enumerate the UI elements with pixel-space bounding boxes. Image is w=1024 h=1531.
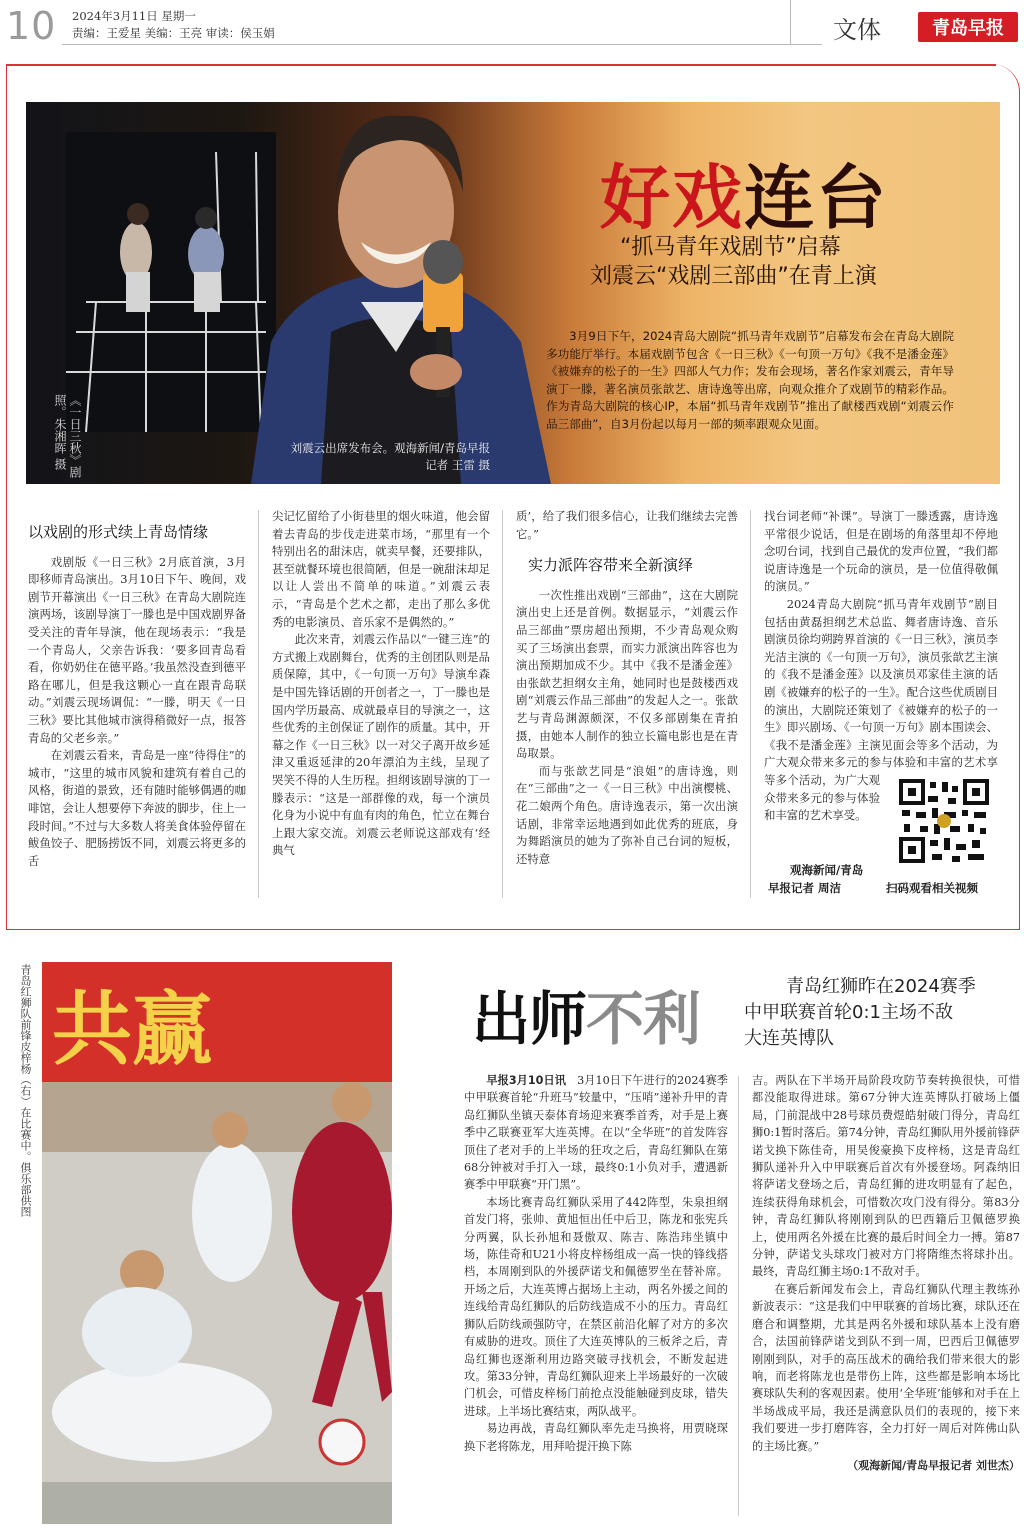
story2-byline: （观海新闻/青岛早报记者 刘世杰） bbox=[847, 1458, 1020, 1472]
stage-photo-caption: 《一日三秋》剧照。朱湘晖 摄 bbox=[53, 394, 82, 478]
story2-column-1 bbox=[464, 1072, 728, 1455]
paragraph: 一次性推出戏剧“三部曲”，这在大剧院演出史上还是首例。数据显示，“刘震云作品三部曲”票房超出预期，不少青岛观众购买了三场演出套票，而实力派演出阵容也为演出预期加成不少。其中《我不是潘金莲》由张歆艺担纲女主角，她同时也是鼓楼西戏剧“刘震云作品三部曲”的发起人之一。张歆艺与青岛渊源颇深，不仅多部剧集在青拍摄，由她本人制作的独立长篇电影也是在青岛取景。 bbox=[516, 587, 738, 761]
story2-title-part-b: 不利 bbox=[586, 985, 701, 1053]
paragraph: 吉。两队在下半场开局阶段攻防节奏转换很快，可惜都没能取得进球。第67分钟大连英博队打破场上僵局，门前混战中28号球员费煜皓射破门得分，青岛红狮0:1暂时落后。第74分钟，青岛红狮队用外援前锋萨诺戈换下陈佳奇，用吴俊豪换下皮梓杨，这是青岛红狮队递补升入中甲联赛后首次有外援登场。阿森纳旧将萨诺戈登场之后，青岛红狮的进攻明显有了起色，连续获得角球机会，可惜数次攻门没有得分。第83分钟，青岛红狮队将刚刚到队的巴西籍后卫佩德罗换上，使用两名外援在比赛的最后时间全力一搏。第87分钟，萨诺戈头球攻门被对方门将隋维杰将球扑出。最终，青岛红狮主场0:1不敌对手。 bbox=[752, 1074, 1020, 1279]
story2-subtitle-1: 青岛红狮昨在2024赛季 bbox=[786, 976, 976, 997]
paragraph: 而与张歆艺同是“浪姐”的唐诗逸，则在“三部曲”之一《一日三秋》中出演樱桃、花二娘两个角色。唐诗逸表示，第一次出演话剧，非常幸运地遇到如此优秀的班底，身为舞蹈演员的她为了弥补自己台词的短板，还特意 bbox=[516, 763, 738, 866]
qr-code-icon[interactable] bbox=[898, 778, 990, 864]
story-lead: 3月9日下午，2024青岛大剧院“抓马青年戏剧节”启幕发布会在青岛大剧院多功能厅举行。本届戏剧节包含《一日三秋》《一句顶一万句》《我不是潘金莲》《被嫌弃的松子的一生》四部人气力作；发布会现场，著名作家刘震云，青年导演丁一滕，著名演员张歆艺、唐诗逸等出席，向观众推介了戏剧节的精彩作品。作为青岛大剧院的核心IP，本届“抓马青年戏剧节”推出了献楼西戏剧“刘震云作品三部曲”，自3月份起以每月一部的频率跟观众见面。 bbox=[546, 329, 954, 431]
column-1 bbox=[28, 504, 246, 870]
paragraph: 尖记忆留给了小街巷里的烟火味道，他会留着去青岛的步伐走进菜市场，“那里有一个特别出名的甜沫店，就卖早餐，还要排队，甚至就餐环境也很简陋，但是一碗甜沫却足以让人尝出不简单的味道。”刘震云表示，“青岛是个艺术之都，走出了那么多优秀的电影演员、音乐家不是偶然的。” bbox=[272, 509, 490, 629]
story-subtitle-1: “抓马青年戏剧节”启幕 bbox=[620, 235, 841, 260]
paragraph: 在赛后新闻发布会上，青岛红狮队代理主教练孙新波表示：“这是我们中甲联赛的首场比赛，球队还在磨合和调整期，尤其是两名外援和球队基本上没有磨合，法国前锋萨诺戈到队不到一周，巴西后卫佩德罗刚刚到队，对手的高压战术的确给我们带来很大的影响，而老将陈龙也是带伤上阵，这些都是影响本场比赛球队失利的客观因素。使用‘全华班’能够和对手在上半场战成平局，我还是满意队员们的表现的，接下来我们要进一步打磨阵容，全力打好一周后对阵佛山队的主场比赛。” bbox=[752, 1282, 1020, 1453]
paragraph: 易边再战，青岛红狮队率先走马换将，用贾晓琛换下老将陈龙，用拜哈提汗换下陈 bbox=[464, 1422, 728, 1453]
story2-title-part-a: 出师 bbox=[472, 985, 587, 1053]
column-4 bbox=[764, 508, 998, 772]
photo-caption: 青岛红狮队前锋皮梓杨（右）在比赛中。俱乐部供图 bbox=[19, 964, 32, 1217]
man-portrait bbox=[231, 102, 561, 484]
header-rule bbox=[62, 44, 822, 45]
story2-column-2 bbox=[752, 1072, 1020, 1474]
paragraph: 找台词老师“补课”。导演丁一滕透露，唐诗逸平常很少说话，但是在剧场的角落里却不停地念叨台词，找到自己最优的发声位置，“我们都说唐诗逸是一个玩命的演员，是一位值得敬佩的演员。” bbox=[764, 509, 998, 594]
paragraph-tail: 等多个活动，为广大观众带来多元的参与体验和丰富的艺术享受。 bbox=[764, 773, 880, 823]
paragraph: 本场比赛青岛红狮队采用了442阵型，朱泉担纲首发门将，张帅、黄旭恒出任中后卫，陈龙和张宪兵分两翼，队长孙旭和聂傲双、陈吉、陈浩玮坐镇中场，陈佳奇和U21小将皮梓杨组成一高一快的锋线搭档，本周刚到队的外援萨诺戈和佩德罗坐在替补席。开场之后，大连英博占据场上主动，两名外援之间的连线给青岛红狮队的后防线造成不小的压力。青岛红狮队后防线顽强防守，在禁区前沿化解了对方的多次有威胁的进攻。顶住了大连英博队的三板斧之后，青岛红狮也逐渐利用边路突破寻找机会，不断发起进攻。第33分钟，青岛红狮队迎来上半场最好的一次破门机会，可惜皮梓杨门前抢点没能触碰到皮球，错失进球。上半场比赛结束，两队战平。 bbox=[464, 1195, 728, 1418]
story-subtitle-2: 刘震云“戏剧三部曲”在青上演 bbox=[590, 264, 877, 289]
issue-date: 2024年3月11日 星期一 bbox=[72, 9, 196, 23]
byline-2: 早报记者 周洁 bbox=[768, 881, 842, 895]
column-divider bbox=[738, 1076, 739, 1516]
frame-top-rule bbox=[6, 64, 996, 66]
paragraph: 在刘震云看来，青岛是一座“待得住”的城市，“这里的城市风貌和建筑有着自己的风格，街道的景致，还有随时能够偶遇的咖啡馆，会让人想要停下奔波的脚步，住上一段时间。”不过与大多数人将美食体验停留在鲅鱼饺子、肥肠捞饭不同，刘震云将更多的舌 bbox=[28, 748, 246, 868]
section-heading: 以戏剧的形式续上青岛情缘 bbox=[28, 523, 209, 541]
story-title bbox=[600, 142, 888, 243]
paragraph: 质’，给了我们很多信心，让我们继续去完善它。” bbox=[516, 509, 738, 541]
column-2 bbox=[272, 508, 490, 860]
paragraph: 此次来青，刘震云作品以“一键三连”的方式搬上戏剧舞台，优秀的主创团队则是品质保障，其中，《一句顶一万句》导演牟森是中国先锋话剧的开创者之一，丁一滕也是国内学历最高、成就最卓目的导演之一，这些优秀的主创保证了剧作的质量。其中，开幕之作《一日三秋》以一对父子离开故乡延津又重返延津的20年漂泊为主线，呈现了哭笑不得的人生历程。担纲该剧导演的丁一滕表示：“这是一部群像的戏，每一个演员化身为小说中有血有肉的角色，忙立在舞台上跟大家交流。刘震云老师说这部戏有‘经典气 bbox=[272, 632, 490, 858]
paragraph: 3月10日下午进行的2024赛季中甲联赛首轮“升班马”较量中，“压哨”递补升甲的青岛红狮队坐镇天泰体育场迎来赛季首秀，对手是上赛季中乙联赛亚军大连英博。在以“全华班”的首发阵容顶住了老对手的上半场的狂攻之后，青岛红狮队在第68分钟被对手打入一球，最终0:1小负对手，遭遇新赛季中甲联赛“开门黑”。 bbox=[464, 1074, 728, 1192]
section-heading: 实力派阵容带来全新演绎 bbox=[528, 556, 694, 575]
column-3 bbox=[516, 508, 738, 868]
column-divider bbox=[502, 510, 503, 898]
byline-1: 观海新闻/青岛 bbox=[790, 863, 864, 877]
story-title-part-b: 连台 bbox=[744, 157, 888, 239]
man-photo-caption: 刘震云出席发布会。观海新闻/青岛早报记者 王雷 摄 bbox=[290, 441, 490, 472]
paragraph: 2024青岛大剧院“抓马青年戏剧节”剧目包括由黄磊担纲艺术总监、舞者唐诗逸、音乐剧演员徐均朔跨界首演的《一日三秋》，演员李光洁主演的《一句顶一万句》，演员张歆艺主演的《我不是潘金莲》以及演员邓家佳主演的话剧《被嫌弃的松子的一生》。配合这些优质剧目的演出，大剧院还策划了《被嫌弃的松子的一生》即兴剧场、《一句顶一万句》剧本围读会、《我不是潘金莲》主演见面会等多个活动，为广大观众带来多元的参与体验和丰富的艺术享 bbox=[764, 596, 998, 770]
column-divider bbox=[258, 510, 259, 898]
svg-text:共赢: 共赢 bbox=[52, 983, 212, 1076]
page-number: 10 bbox=[6, 4, 57, 48]
column-4-continued bbox=[764, 772, 880, 856]
section-name: 文体 bbox=[833, 16, 881, 44]
qr-caption: 扫码观看相关视频 bbox=[886, 881, 978, 895]
newspaper-logo: 青岛早报 bbox=[918, 12, 1018, 42]
story2-title bbox=[472, 972, 700, 1056]
soccer-photo-graphic bbox=[42, 962, 392, 1524]
editor-credits: 责编：王爱星 美编：王亮 审读：侯玉娟 bbox=[72, 26, 275, 40]
dateline: 早报3月10日讯 bbox=[486, 1074, 566, 1087]
match-photo bbox=[42, 962, 392, 1524]
column-divider bbox=[750, 510, 751, 898]
story2-subtitle-2: 中甲联赛首轮0:1主场不敌 bbox=[744, 1002, 953, 1023]
story-title-part-a: 好戏 bbox=[600, 157, 744, 239]
story2-subtitle-3: 大连英博队 bbox=[744, 1028, 834, 1049]
paragraph: 戏剧版《一日三秋》2月底首演，3月即移师青岛演出。3月10日下午、晚间，戏剧节开幕演出《一日三秋》在青岛大剧院连演两场，该剧导演丁一滕也是中国戏剧界备受关注的青年导演，他在现场表示：“我是一个青岛人，父亲告诉我：‘要多回青岛看看，你奶奶住在德平路。’我虽然没查到德平路在哪儿，但是我这颗心一直在跟青岛联动。”刘震云现场调侃：“一滕，明天《一日三秋》要比其他城市演得稍微好一点，报答青岛的父老乡亲。” bbox=[28, 554, 246, 745]
